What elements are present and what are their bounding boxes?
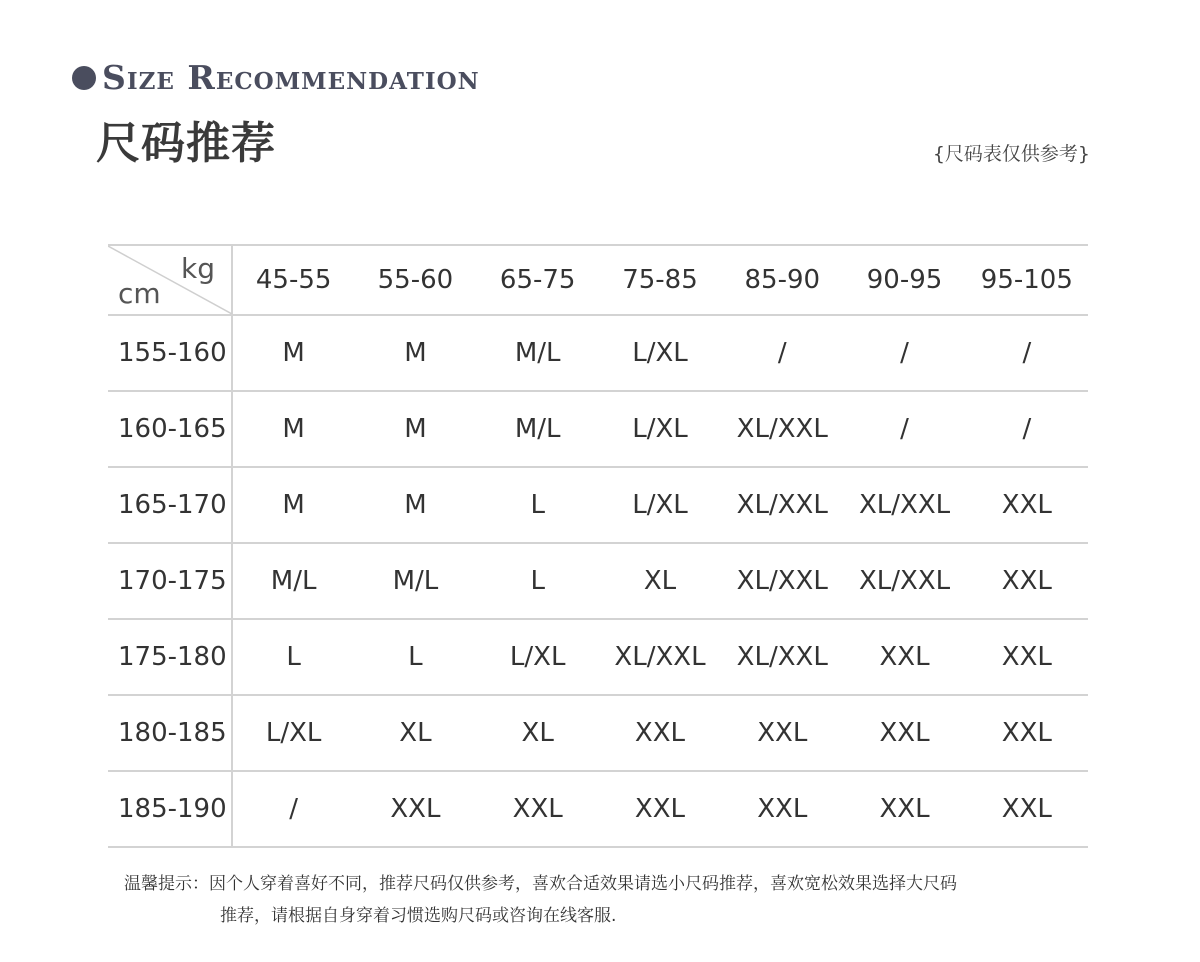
table-row <box>108 315 1088 391</box>
size-cell: M <box>232 315 354 391</box>
size-cell: XL <box>477 695 599 771</box>
weight-range-header: 65-75 <box>477 245 599 315</box>
table-row <box>108 543 1088 619</box>
size-cell: M <box>232 391 354 467</box>
size-cell: XXL <box>966 467 1088 543</box>
weight-range-header: 90-95 <box>843 245 965 315</box>
size-cell: M <box>354 315 476 391</box>
weight-unit-label: kg <box>181 252 215 285</box>
height-range-cell: 160-165 <box>108 391 232 467</box>
height-unit-label: cm <box>118 277 161 310</box>
size-cell: XXL <box>843 619 965 695</box>
tip-text <box>124 868 1104 932</box>
size-cell: XXL <box>966 695 1088 771</box>
size-cell: XXL <box>966 543 1088 619</box>
size-cell: M/L <box>477 391 599 467</box>
size-cell: XXL <box>966 619 1088 695</box>
table-header-row <box>108 245 1088 315</box>
size-cell: XXL <box>599 771 721 847</box>
size-cell: XXL <box>477 771 599 847</box>
height-range-cell: 155-160 <box>108 315 232 391</box>
size-cell: XL/XXL <box>599 619 721 695</box>
weight-range-header: 45-55 <box>232 245 354 315</box>
size-cell: L <box>232 619 354 695</box>
size-cell: / <box>843 391 965 467</box>
size-cell: XXL <box>966 771 1088 847</box>
size-chart-table <box>108 244 1088 848</box>
size-cell: XL/XXL <box>721 619 843 695</box>
size-cell: L/XL <box>477 619 599 695</box>
size-cell: M <box>354 391 476 467</box>
table-row <box>108 695 1088 771</box>
table-row <box>108 771 1088 847</box>
height-range-cell: 170-175 <box>108 543 232 619</box>
reference-note: {尺码表仅供参考} <box>932 143 1090 165</box>
size-cell: L/XL <box>599 391 721 467</box>
size-cell: / <box>843 315 965 391</box>
size-cell: XL/XXL <box>721 467 843 543</box>
size-cell: M <box>232 467 354 543</box>
height-range-cell: 175-180 <box>108 619 232 695</box>
tip-line-2: 推荐，请根据自身穿着习惯选购尺码或咨询在线客服. <box>220 906 617 926</box>
table-row <box>108 619 1088 695</box>
size-cell: L/XL <box>599 467 721 543</box>
size-cell: XXL <box>354 771 476 847</box>
size-cell: XL/XXL <box>721 543 843 619</box>
corner-cell <box>108 245 232 315</box>
table-row <box>108 467 1088 543</box>
tip-line-1: 温馨提示：因个人穿着喜好不同，推荐尺码仅供参考，喜欢合适效果请选小尺码推荐，喜欢宽松效果选择大尺码 <box>124 874 957 894</box>
size-cell: / <box>232 771 354 847</box>
page-title: 尺码推荐 <box>96 118 276 169</box>
size-cell: XL/XXL <box>843 543 965 619</box>
size-cell: XXL <box>599 695 721 771</box>
size-cell: XL <box>354 695 476 771</box>
size-cell: XL/XXL <box>843 467 965 543</box>
weight-range-header: 85-90 <box>721 245 843 315</box>
size-cell: M <box>354 467 476 543</box>
size-cell: XXL <box>843 695 965 771</box>
size-cell: M/L <box>477 315 599 391</box>
size-cell: XL/XXL <box>721 391 843 467</box>
weight-range-header: 55-60 <box>354 245 476 315</box>
size-cell: XXL <box>843 771 965 847</box>
section-heading <box>72 56 480 100</box>
size-cell: / <box>721 315 843 391</box>
table-body <box>108 315 1088 847</box>
height-range-cell: 185-190 <box>108 771 232 847</box>
weight-range-header: 95-105 <box>966 245 1088 315</box>
size-cell: M/L <box>232 543 354 619</box>
english-title: Size Recommendation <box>102 58 480 97</box>
size-cell: L <box>354 619 476 695</box>
size-cell: L <box>477 543 599 619</box>
size-cell: XL <box>599 543 721 619</box>
size-cell: L <box>477 467 599 543</box>
size-cell: L/XL <box>232 695 354 771</box>
size-cell: M/L <box>354 543 476 619</box>
weight-range-header: 75-85 <box>599 245 721 315</box>
size-cell: XXL <box>721 771 843 847</box>
table-row <box>108 391 1088 467</box>
bullet-dot-icon <box>72 66 96 90</box>
size-cell: / <box>966 315 1088 391</box>
size-cell: XXL <box>721 695 843 771</box>
size-cell: / <box>966 391 1088 467</box>
height-range-cell: 165-170 <box>108 467 232 543</box>
height-range-cell: 180-185 <box>108 695 232 771</box>
size-cell: L/XL <box>599 315 721 391</box>
